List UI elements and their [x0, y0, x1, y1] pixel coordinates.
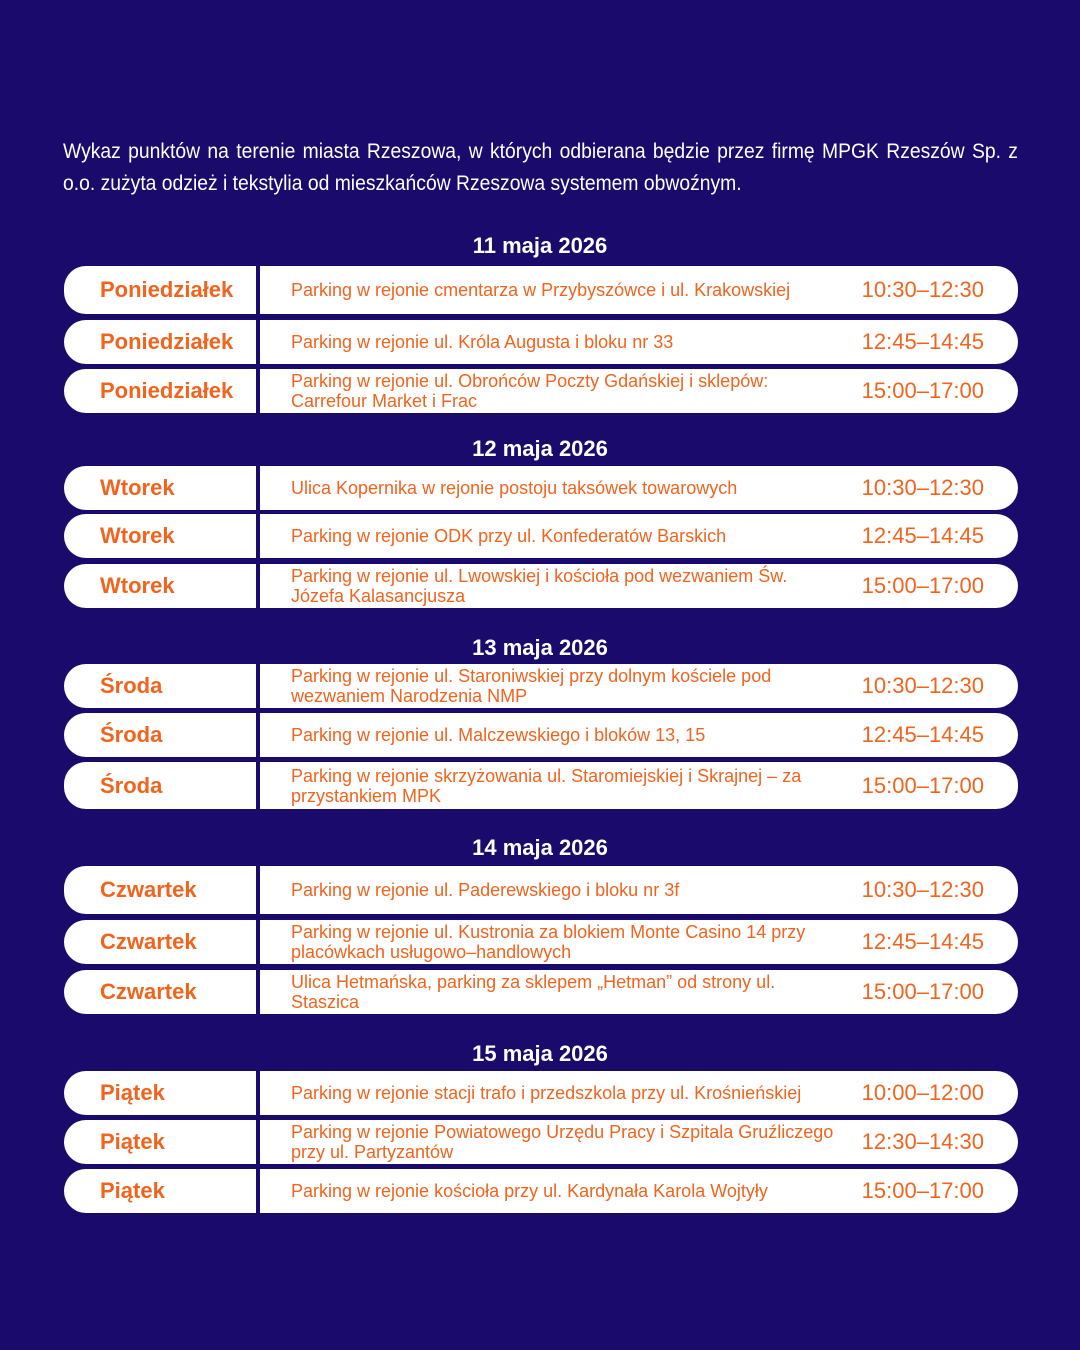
row-day: Piątek [100, 1129, 165, 1154]
row-divider [256, 564, 260, 608]
day-title: 11 maja 2026 [472, 233, 608, 258]
row-place: Parking w rejonie ul. Staroniwskiej przy dolnym kościele pod wezwaniem Narodzenia NMP [291, 666, 772, 706]
day-title: 14 maja 2026 [472, 835, 608, 860]
row-day: Czwartek [100, 929, 197, 954]
row-divider [256, 369, 260, 413]
schedule-row [64, 369, 1018, 413]
row-place: Parking w rejonie ul. Króla Augusta i bloku nr 33 [291, 332, 674, 352]
schedule-row [64, 514, 1018, 558]
schedule-row [64, 920, 1018, 964]
row-day: Piątek [100, 1178, 165, 1203]
day-title: 12 maja 2026 [472, 436, 608, 461]
row-time: 15:00–17:00 [861, 772, 984, 798]
row-time: 12:30–14:30 [861, 1129, 984, 1154]
row-day: Wtorek [100, 573, 175, 598]
row-day: Czwartek [100, 877, 197, 902]
schedule-row [64, 664, 1018, 708]
schedule-row [64, 762, 1018, 809]
row-divider [256, 762, 260, 809]
row-day: Środa [100, 772, 163, 798]
row-place: Parking w rejonie ul. Malczewskiego i bloków 13, 15 [291, 725, 706, 745]
row-divider [256, 713, 260, 757]
schedule-row [64, 564, 1018, 608]
row-place: Parking w rejonie ul. Paderewskiego i bloku nr 3f [291, 880, 680, 900]
row-time: 10:30–12:30 [861, 277, 984, 302]
row-place: Parking w rejonie ul. Obrońców Poczty Gdańskiej i sklepów: Carrefour Market i Frac [291, 371, 769, 411]
schedule-row [64, 1169, 1018, 1213]
row-place: Parking w rejonie stacji trafo i przedszkola przy ul. Krośnieńskiej [291, 1083, 802, 1103]
intro-text: Wykaz punktów na terenie miasta Rzeszowa, w których odbierana będzie przez firmę MPGK Rzeszów Sp. z o.o. zużyta odzież i tekstylia od mieszkańców Rzeszowa systemem obwoźnym. [63, 140, 1018, 195]
schedule-row [64, 466, 1018, 510]
row-divider [256, 970, 260, 1014]
row-time: 12:45–14:45 [861, 722, 984, 747]
row-time: 10:30–12:30 [861, 673, 984, 698]
row-time: 10:00–12:00 [861, 1080, 984, 1105]
row-place: Parking w rejonie ul. Lwowskiej i kościoła pod wezwaniem Św. Józefa Kalasancjusza [291, 566, 788, 606]
schedule-row [64, 1071, 1018, 1115]
row-day: Wtorek [100, 523, 175, 548]
row-day: Środa [100, 673, 163, 698]
row-divider [256, 514, 260, 558]
day-title: 15 maja 2026 [472, 1041, 608, 1066]
row-day: Czwartek [100, 979, 197, 1004]
row-time: 15:00–17:00 [861, 573, 984, 598]
schedule-row [64, 320, 1018, 364]
row-place: Parking w rejonie kościoła przy ul. Kardynała Karola Wojtyły [291, 1181, 768, 1201]
row-time: 12:45–14:45 [861, 929, 984, 954]
row-divider [256, 320, 260, 364]
row-divider [256, 1169, 260, 1213]
row-divider [256, 1071, 260, 1115]
row-time: 15:00–17:00 [861, 1178, 984, 1203]
row-place: Ulica Hetmańska, parking za sklepem „Hetman” od strony ul. Staszica [291, 972, 776, 1012]
row-time: 10:30–12:30 [861, 475, 984, 500]
row-time: 12:45–14:45 [861, 329, 984, 354]
row-place: Parking w rejonie ODK przy ul. Konfederatów Barskich [291, 526, 727, 546]
schedule-row [64, 1120, 1018, 1164]
day-title: 13 maja 2026 [472, 635, 608, 660]
row-divider [256, 1120, 260, 1164]
row-divider [256, 266, 260, 314]
row-place: Parking w rejonie Powiatowego Urzędu Pracy i Szpitala Gruźliczego przy ul. Partyzantów [291, 1122, 834, 1162]
row-day: Poniedziałek [100, 329, 234, 354]
row-divider [256, 664, 260, 708]
row-time: 10:30–12:30 [861, 877, 984, 902]
row-place: Ulica Kopernika w rejonie postoju taksówek towarowych [291, 478, 738, 498]
row-day: Piątek [100, 1080, 165, 1105]
row-divider [256, 866, 260, 914]
row-divider [256, 466, 260, 510]
row-time: 12:45–14:45 [861, 523, 984, 548]
row-divider [256, 920, 260, 964]
row-day: Poniedziałek [100, 277, 234, 302]
row-time: 15:00–17:00 [861, 378, 984, 403]
schedule-row [64, 266, 1018, 314]
row-time: 15:00–17:00 [861, 979, 984, 1004]
schedule-row [64, 866, 1018, 914]
schedule-row [64, 970, 1018, 1014]
row-day: Środa [100, 722, 163, 747]
row-place: Parking w rejonie skrzyżowania ul. Staromiejskiej i Skrajnej – za przystankiem MPK [291, 765, 802, 806]
row-place: Parking w rejonie ul. Kustronia za blokiem Monte Casino 14 przy placówkach usługowo–handlowych [291, 922, 806, 962]
row-place: Parking w rejonie cmentarza w Przybyszówce i ul. Krakowskiej [291, 280, 791, 300]
row-day: Poniedziałek [100, 378, 234, 403]
row-day: Wtorek [100, 475, 175, 500]
schedule-row [64, 713, 1018, 757]
